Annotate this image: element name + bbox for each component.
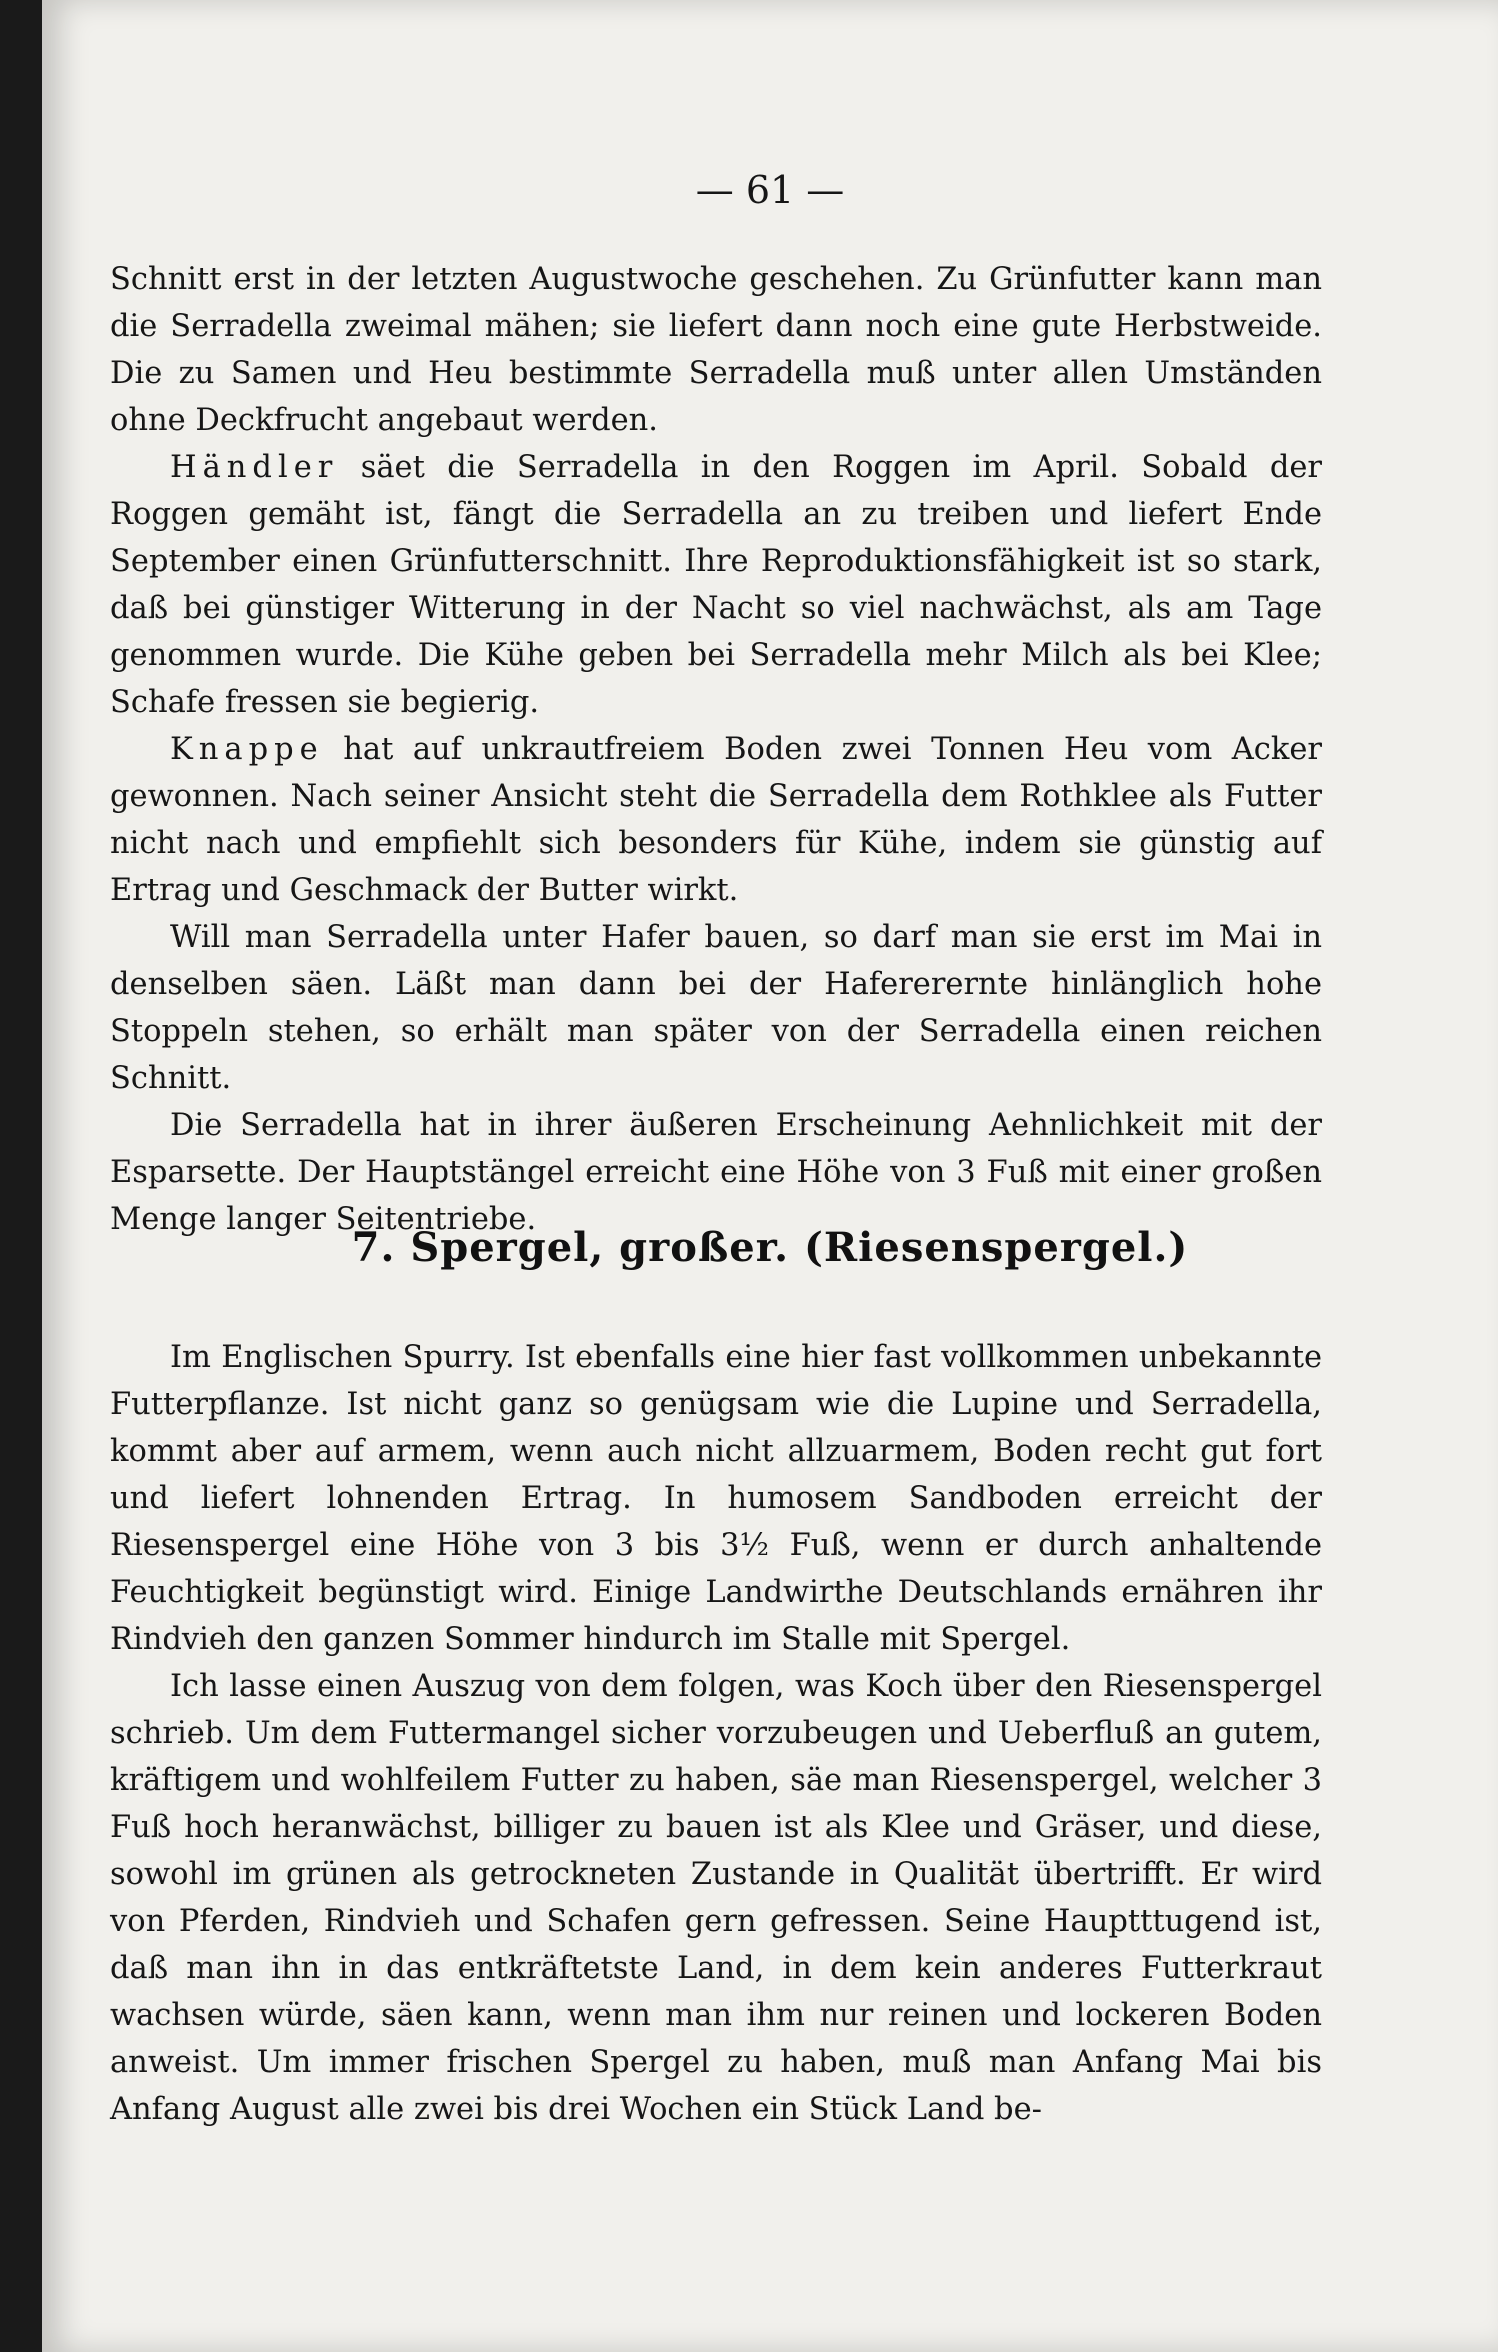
paragraph-text: hat auf unkrautfreiem Boden zwei Tonnen Heu vom Acker gewonnen. Nach seiner Ansicht steht die Serradella dem Rothklee als Futter nicht nach und empfiehlt sich besonders für Kühe, indem sie günstig auf Ertrag und Geschmack der Butter wirkt. [110,732,1322,908]
book-page [42,0,1498,2352]
paragraph-hafer [110,914,1322,1102]
page-number: — 61 — [695,168,845,212]
paragraph-text: Die Serradella hat in ihrer äußeren Erscheinung Aehnlichkeit mit der Esparsette. Der Hauptstängel erreicht eine Höhe von 3 Fuß mit einer großen Menge langer Seitentriebe. [110,1108,1322,1237]
paragraph-text: Ich lasse einen Auszug von dem folgen, was Koch über den Riesenspergel schrieb. Um dem Futtermangel sicher vorzubeugen und Ueberfluß an gutem, kräftigem und wohlfeilem Futter zu haben, säe man Riesenspergel, welcher 3 Fuß hoch heranwächst, billiger zu bauen ist als Klee und Gräser, und diese, sowohl im grünen als getrockneten Zustande in Qualität übertrifft. Er wird von Pferden, Rindvieh und Schafen gern gefressen. Seine Hauptttugend ist, daß man ihn in das entkräftetste Land, in dem kein anderes Futterkraut wachsen würde, säen kann, wenn man ihm nur reinen und lockeren Boden anweist. Um immer frischen Spergel zu haben, muß man Anfang Mai bis Anfang August alle zwei bis drei Wochen ein Stück Land be- [110,1669,1322,2127]
paragraph-text: Schnitt erst in der letzten Augustwoche geschehen. Zu Grünfutter kann man die Serradella zweimal mähen; sie liefert dann noch eine gute Herbstweide. Die zu Samen und Heu bestimmte Serradella muß unter allen Umständen ohne Deckfrucht angebaut werden. [110,262,1322,438]
paragraph-appearance [110,1102,1322,1243]
paragraph-text: säet die Serradella in den Roggen im April. Sobald der Roggen gemäht ist, fängt die Serradella an zu treiben und liefert Ende September einen Grünfutterschnitt. Ihre Reproduktionsfähigkeit ist so stark, daß bei günstiger Witterung in der Nacht so viel nachwächst, als am Tage genommen wurde. Die Kühe geben bei Serradella mehr Milch als bei Klee; Schafe fressen sie begierig. [110,450,1322,720]
serradella-text-block [110,256,1322,1243]
paragraph-text: Im Englischen Spurry. Ist ebenfalls eine hier fast vollkommen unbekannte Futterpflanze. Ist nicht ganz so genügsam wie die Lupine und Serradella, kommt aber auf armem, wenn auch nicht allzuarmem, Boden recht gut fort und liefert lohnenden Ertrag. In humosem Sandboden erreicht der Riesenspergel eine Höhe von 3 bis 3½ Fuß, wenn er durch anhaltende Feuchtigkeit begünstigt wird. Einige Landwirthe Deutschlands ernähren ihr Rindvieh den ganzen Sommer hindurch im Stalle mit Spergel. [110,1340,1322,1657]
paragraph-spurry [110,1334,1322,1663]
author-name-haendler: Händler [170,450,339,485]
section-heading-spergel: 7. Spergel, großer. (Riesenspergel.) [351,1224,1189,1271]
paragraph-text: Will man Serradella unter Hafer bauen, so darf man sie erst im Mai in denselben säen. Läßt man dann bei der Hafererernte hinlänglich hohe Stoppeln stehen, so erhält man später von der Serradella einen reichen Schnitt. [110,920,1322,1096]
spergel-text-block [110,1334,1322,2133]
paragraph-serradella-cutting [110,256,1322,444]
paragraph-haendler [110,444,1322,726]
author-name-knappe: Knappe [170,732,324,767]
paragraph-knappe [110,726,1322,914]
paragraph-koch-excerpt [110,1663,1322,2133]
